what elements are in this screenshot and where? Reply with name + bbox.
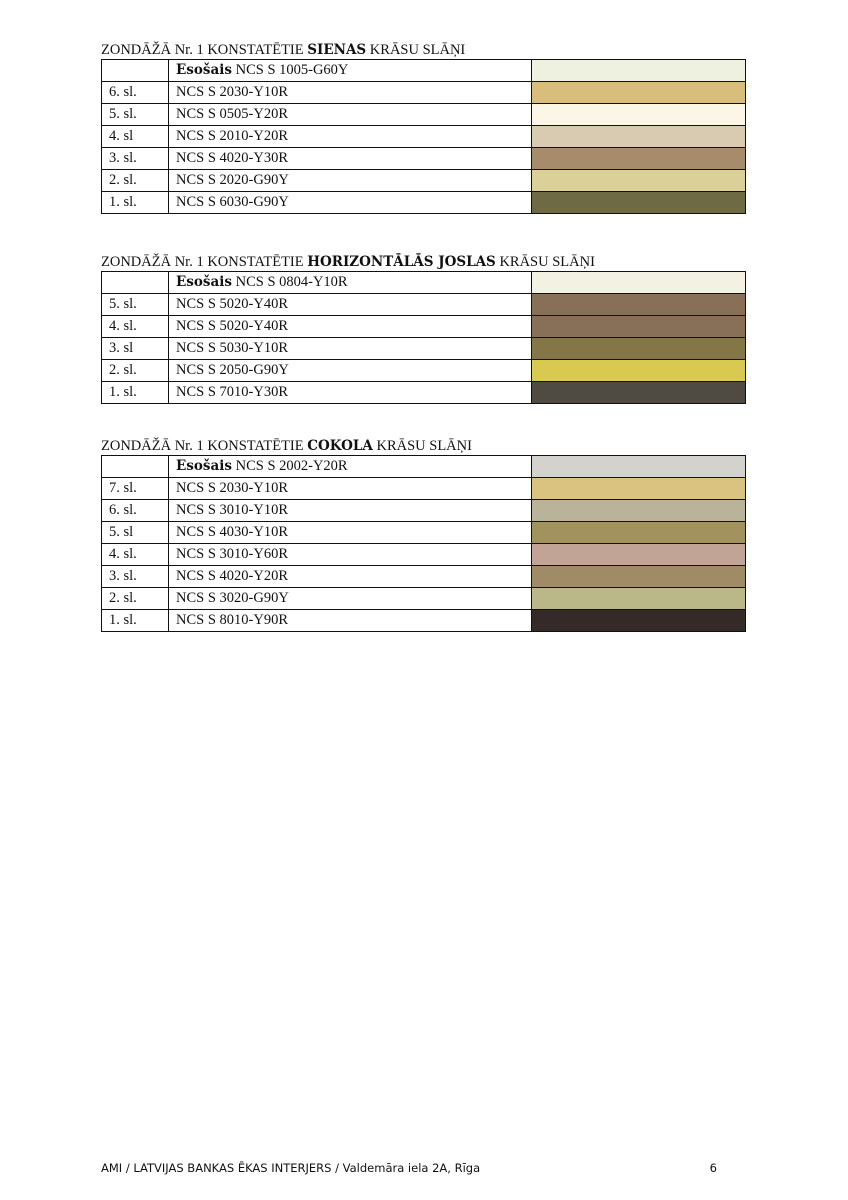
color-swatch — [532, 500, 745, 521]
ncs-code: NCS S 5020-Y40R — [169, 294, 532, 316]
existing-color-row — [102, 272, 746, 294]
swatch-cell — [532, 104, 746, 126]
section-title-suffix: KRĀSU SLĀŅI — [372, 438, 472, 454]
layer-label: 4. sl. — [102, 544, 169, 566]
layer-label: 1. sl. — [102, 192, 169, 214]
existing-code-cell — [169, 456, 532, 478]
section-title-prefix: ZONDĀŽĀ Nr. 1 KONSTATĒTIE — [101, 254, 308, 270]
color-swatch — [532, 360, 745, 381]
table-row — [102, 382, 746, 404]
ncs-code: NCS S 4030-Y10R — [169, 522, 532, 544]
swatch-cell — [532, 82, 746, 104]
color-swatch — [532, 338, 745, 359]
ncs-code: NCS S 6030-G90Y — [169, 192, 532, 214]
table-row — [102, 294, 746, 316]
ncs-code: NCS S 4020-Y20R — [169, 566, 532, 588]
swatch-cell — [532, 566, 746, 588]
swatch-cell — [532, 170, 746, 192]
section-title-prefix: ZONDĀŽĀ Nr. 1 KONSTATĒTIE — [101, 438, 308, 454]
ncs-code: NCS S 2050-G90Y — [169, 360, 532, 382]
table-row — [102, 544, 746, 566]
existing-code-cell — [169, 272, 532, 294]
table-row — [102, 338, 746, 360]
section-title — [101, 438, 745, 455]
table-row — [102, 316, 746, 338]
color-swatch — [532, 272, 745, 293]
ncs-code: NCS S 1005-G60Y — [231, 62, 349, 78]
table-row — [102, 588, 746, 610]
layer-label: 2. sl. — [102, 170, 169, 192]
table-row — [102, 82, 746, 104]
color-layers-section — [101, 254, 745, 404]
layer-label: 2. sl. — [102, 588, 169, 610]
section-title-prefix: ZONDĀŽĀ Nr. 1 KONSTATĒTIE — [101, 42, 308, 58]
section-title — [101, 254, 745, 271]
color-layers-table — [101, 455, 746, 632]
ncs-code: NCS S 4020-Y30R — [169, 148, 532, 170]
existing-color-row — [102, 60, 746, 82]
section-title-suffix: KRĀSU SLĀŅI — [495, 254, 595, 270]
table-row — [102, 522, 746, 544]
color-layers-table — [101, 59, 746, 214]
section-title-subject: COKOLA — [307, 438, 373, 454]
swatch-cell — [532, 500, 746, 522]
color-swatch — [532, 478, 745, 499]
footer-text: AMI / LATVIJAS BANKAS ĒKAS INTERJERS / Valdemāra iela 2A, Rīga — [101, 1161, 481, 1175]
table-row — [102, 126, 746, 148]
color-swatch — [532, 316, 745, 337]
table-row — [102, 104, 746, 126]
color-swatch — [532, 60, 745, 81]
layer-label: 7. sl. — [102, 478, 169, 500]
ncs-code: NCS S 3020-G90Y — [169, 588, 532, 610]
ncs-code: NCS S 2002-Y20R — [231, 458, 348, 474]
swatch-cell — [532, 126, 746, 148]
ncs-code: NCS S 2020-G90Y — [169, 170, 532, 192]
layer-label: 4. sl — [102, 126, 169, 148]
table-row — [102, 566, 746, 588]
ncs-code: NCS S 0804-Y10R — [231, 274, 348, 290]
table-row — [102, 610, 746, 632]
ncs-code: NCS S 7010-Y30R — [169, 382, 532, 404]
layer-label: 6. sl. — [102, 82, 169, 104]
layer-label: 2. sl. — [102, 360, 169, 382]
ncs-code: NCS S 5020-Y40R — [169, 316, 532, 338]
layer-label: 5. sl — [102, 522, 169, 544]
table-row — [102, 478, 746, 500]
layer-label: 1. sl. — [102, 382, 169, 404]
existing-code-cell — [169, 60, 532, 82]
color-swatch — [532, 610, 745, 631]
swatch-cell — [532, 456, 746, 478]
section-title-subject: SIENAS — [307, 42, 367, 58]
color-swatch — [532, 294, 745, 315]
color-layers-table — [101, 271, 746, 404]
swatch-cell — [532, 272, 746, 294]
swatch-cell — [532, 478, 746, 500]
color-swatch — [532, 588, 745, 609]
ncs-code: NCS S 2030-Y10R — [169, 82, 532, 104]
table-row — [102, 148, 746, 170]
swatch-cell — [532, 294, 746, 316]
layer-label: 3. sl — [102, 338, 169, 360]
existing-label: Esošais — [176, 62, 232, 78]
swatch-cell — [532, 316, 746, 338]
color-swatch — [532, 170, 745, 191]
color-swatch — [532, 382, 745, 403]
swatch-cell — [532, 338, 746, 360]
layer-label: 3. sl. — [102, 566, 169, 588]
color-swatch — [532, 192, 745, 213]
existing-color-row — [102, 456, 746, 478]
table-row — [102, 192, 746, 214]
color-swatch — [532, 104, 745, 125]
color-swatch — [532, 456, 745, 477]
color-swatch — [532, 148, 745, 169]
color-swatch — [532, 522, 745, 543]
color-swatch — [532, 126, 745, 147]
layer-label: 3. sl. — [102, 148, 169, 170]
layer-label: 6. sl. — [102, 500, 169, 522]
table-row — [102, 500, 746, 522]
layer-label: 1. sl. — [102, 610, 169, 632]
ncs-code: NCS S 2030-Y10R — [169, 478, 532, 500]
page-number: 6 — [709, 1161, 717, 1175]
color-layers-section — [101, 438, 745, 632]
ncs-code: NCS S 8010-Y90R — [169, 610, 532, 632]
ncs-code: NCS S 0505-Y20R — [169, 104, 532, 126]
table-row — [102, 170, 746, 192]
swatch-cell — [532, 610, 746, 632]
section-title-subject: HORIZONTĀLĀS JOSLAS — [307, 254, 496, 270]
swatch-cell — [532, 192, 746, 214]
ncs-code: NCS S 3010-Y60R — [169, 544, 532, 566]
table-row — [102, 360, 746, 382]
layer-label: 4. sl. — [102, 316, 169, 338]
swatch-cell — [532, 382, 746, 404]
existing-label: Esošais — [176, 274, 232, 290]
swatch-cell — [532, 522, 746, 544]
layer-cell — [102, 456, 169, 478]
layer-cell — [102, 272, 169, 294]
layer-label: 5. sl. — [102, 104, 169, 126]
color-layers-section — [101, 42, 745, 214]
layer-label: 5. sl. — [102, 294, 169, 316]
swatch-cell — [532, 544, 746, 566]
page-footer — [101, 1161, 717, 1175]
ncs-code: NCS S 5030-Y10R — [169, 338, 532, 360]
section-title — [101, 42, 745, 59]
swatch-cell — [532, 60, 746, 82]
layer-cell — [102, 60, 169, 82]
existing-label: Esošais — [176, 458, 232, 474]
ncs-code: NCS S 3010-Y10R — [169, 500, 532, 522]
ncs-code: NCS S 2010-Y20R — [169, 126, 532, 148]
swatch-cell — [532, 360, 746, 382]
swatch-cell — [532, 588, 746, 610]
swatch-cell — [532, 148, 746, 170]
section-title-suffix: KRĀSU SLĀŅI — [366, 42, 466, 58]
color-swatch — [532, 82, 745, 103]
color-swatch — [532, 566, 745, 587]
color-swatch — [532, 544, 745, 565]
